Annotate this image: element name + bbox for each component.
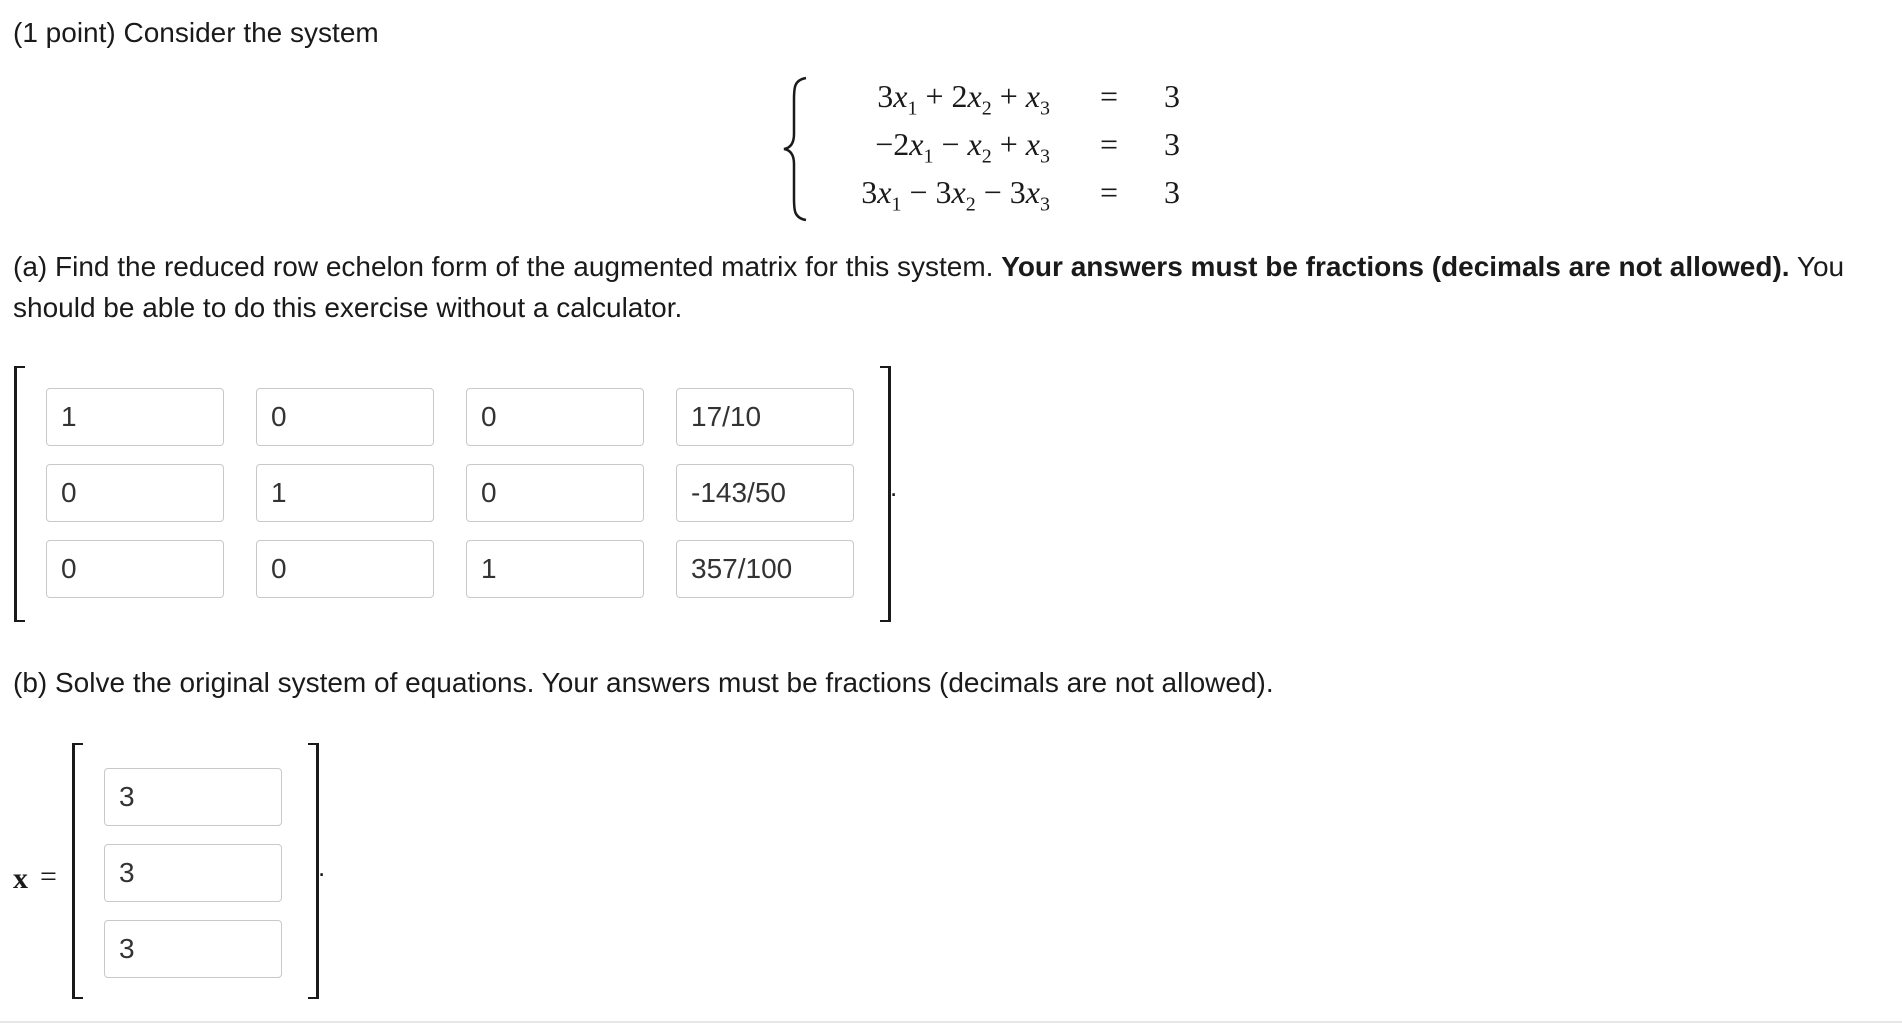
- var: x: [1025, 78, 1040, 114]
- coef: − 3: [901, 174, 952, 210]
- part-a-text: (a) Find the reduced row echelon form of the augmented matrix for this system.: [13, 251, 1002, 282]
- equation-lhs: [877, 78, 1050, 126]
- rhs-value: 3: [1164, 78, 1180, 114]
- rhs-value: 3: [1164, 126, 1180, 162]
- vector-left-bracket: [72, 743, 83, 999]
- matrix-cell-r3c1[interactable]: [46, 540, 224, 598]
- matrix-cell-r1c1[interactable]: [46, 388, 224, 446]
- subscript: 3: [1040, 193, 1050, 216]
- subscript: 2: [981, 97, 992, 120]
- solution-x1-input[interactable]: [104, 768, 282, 826]
- subscript: 2: [965, 193, 976, 216]
- bottom-divider: [0, 1021, 1902, 1023]
- equation-row-1: [810, 78, 1180, 118]
- left-brace: [780, 76, 810, 222]
- solution-x2-input[interactable]: [104, 844, 282, 902]
- subscript: 1: [923, 145, 934, 168]
- equals-sign: =: [40, 860, 57, 893]
- var: x: [951, 174, 966, 210]
- problem-intro: (1 point) Consider the system: [13, 17, 379, 48]
- coef: 3: [877, 78, 894, 114]
- matrix-cell-r2c4[interactable]: [676, 464, 854, 522]
- subscript: 1: [891, 193, 902, 216]
- matrix-left-bracket: [14, 366, 25, 622]
- equals-sign: =: [1100, 174, 1119, 210]
- coef: +: [991, 78, 1026, 114]
- part-a-tail-text: You should be able to do this exercise without a calculator.: [13, 251, 1845, 323]
- equals-sign: =: [1100, 78, 1119, 114]
- var: x: [1025, 174, 1040, 210]
- matrix-cell-r3c2[interactable]: [256, 540, 434, 598]
- coef: −2: [875, 126, 910, 162]
- matrix-cell-r3c4[interactable]: [676, 540, 854, 598]
- subscript: 3: [1040, 97, 1050, 120]
- vector-trailing-period: .: [318, 852, 326, 882]
- coef: +: [991, 126, 1026, 162]
- matrix-cell-r1c3[interactable]: [466, 388, 644, 446]
- subscript: 1: [907, 97, 918, 120]
- augmented-matrix: [12, 362, 898, 622]
- coef: − 3: [975, 174, 1026, 210]
- part-a-instructions: [13, 246, 1883, 328]
- equation-row-2: [810, 126, 1180, 166]
- matrix-cell-r1c4[interactable]: [676, 388, 854, 446]
- var: x: [967, 78, 982, 114]
- x-label: x: [13, 862, 28, 895]
- solution-x3-input[interactable]: [104, 920, 282, 978]
- solution-row: [12, 740, 332, 1005]
- equation-row-3: [810, 174, 1180, 214]
- subscript: 2: [981, 145, 992, 168]
- var: x: [877, 174, 892, 210]
- equation-lhs: [875, 126, 1050, 174]
- rhs-value: 3: [1164, 174, 1180, 210]
- equation-rows: [810, 74, 1180, 224]
- equation-lhs: [861, 174, 1050, 222]
- matrix-cell-r2c3[interactable]: [466, 464, 644, 522]
- part-a-bold-text: Your answers must be fractions (decimals are not allowed).: [1001, 251, 1790, 282]
- subscript: 3: [1040, 145, 1050, 168]
- var: x: [893, 78, 908, 114]
- equation-system: [780, 74, 1180, 224]
- matrix-trailing-period: .: [890, 472, 898, 502]
- coef: −: [933, 126, 968, 162]
- coef: 3: [861, 174, 878, 210]
- matrix-cell-r1c2[interactable]: [256, 388, 434, 446]
- var: x: [967, 126, 982, 162]
- var: x: [1025, 126, 1040, 162]
- matrix-cell-r2c1[interactable]: [46, 464, 224, 522]
- matrix-cell-r3c3[interactable]: [466, 540, 644, 598]
- part-b-instructions: (b) Solve the original system of equations. Your answers must be fractions (decimals are not allowed).: [13, 667, 1274, 698]
- coef: + 2: [917, 78, 968, 114]
- equals-sign: =: [1100, 126, 1119, 162]
- var: x: [909, 126, 924, 162]
- matrix-cell-r2c2[interactable]: [256, 464, 434, 522]
